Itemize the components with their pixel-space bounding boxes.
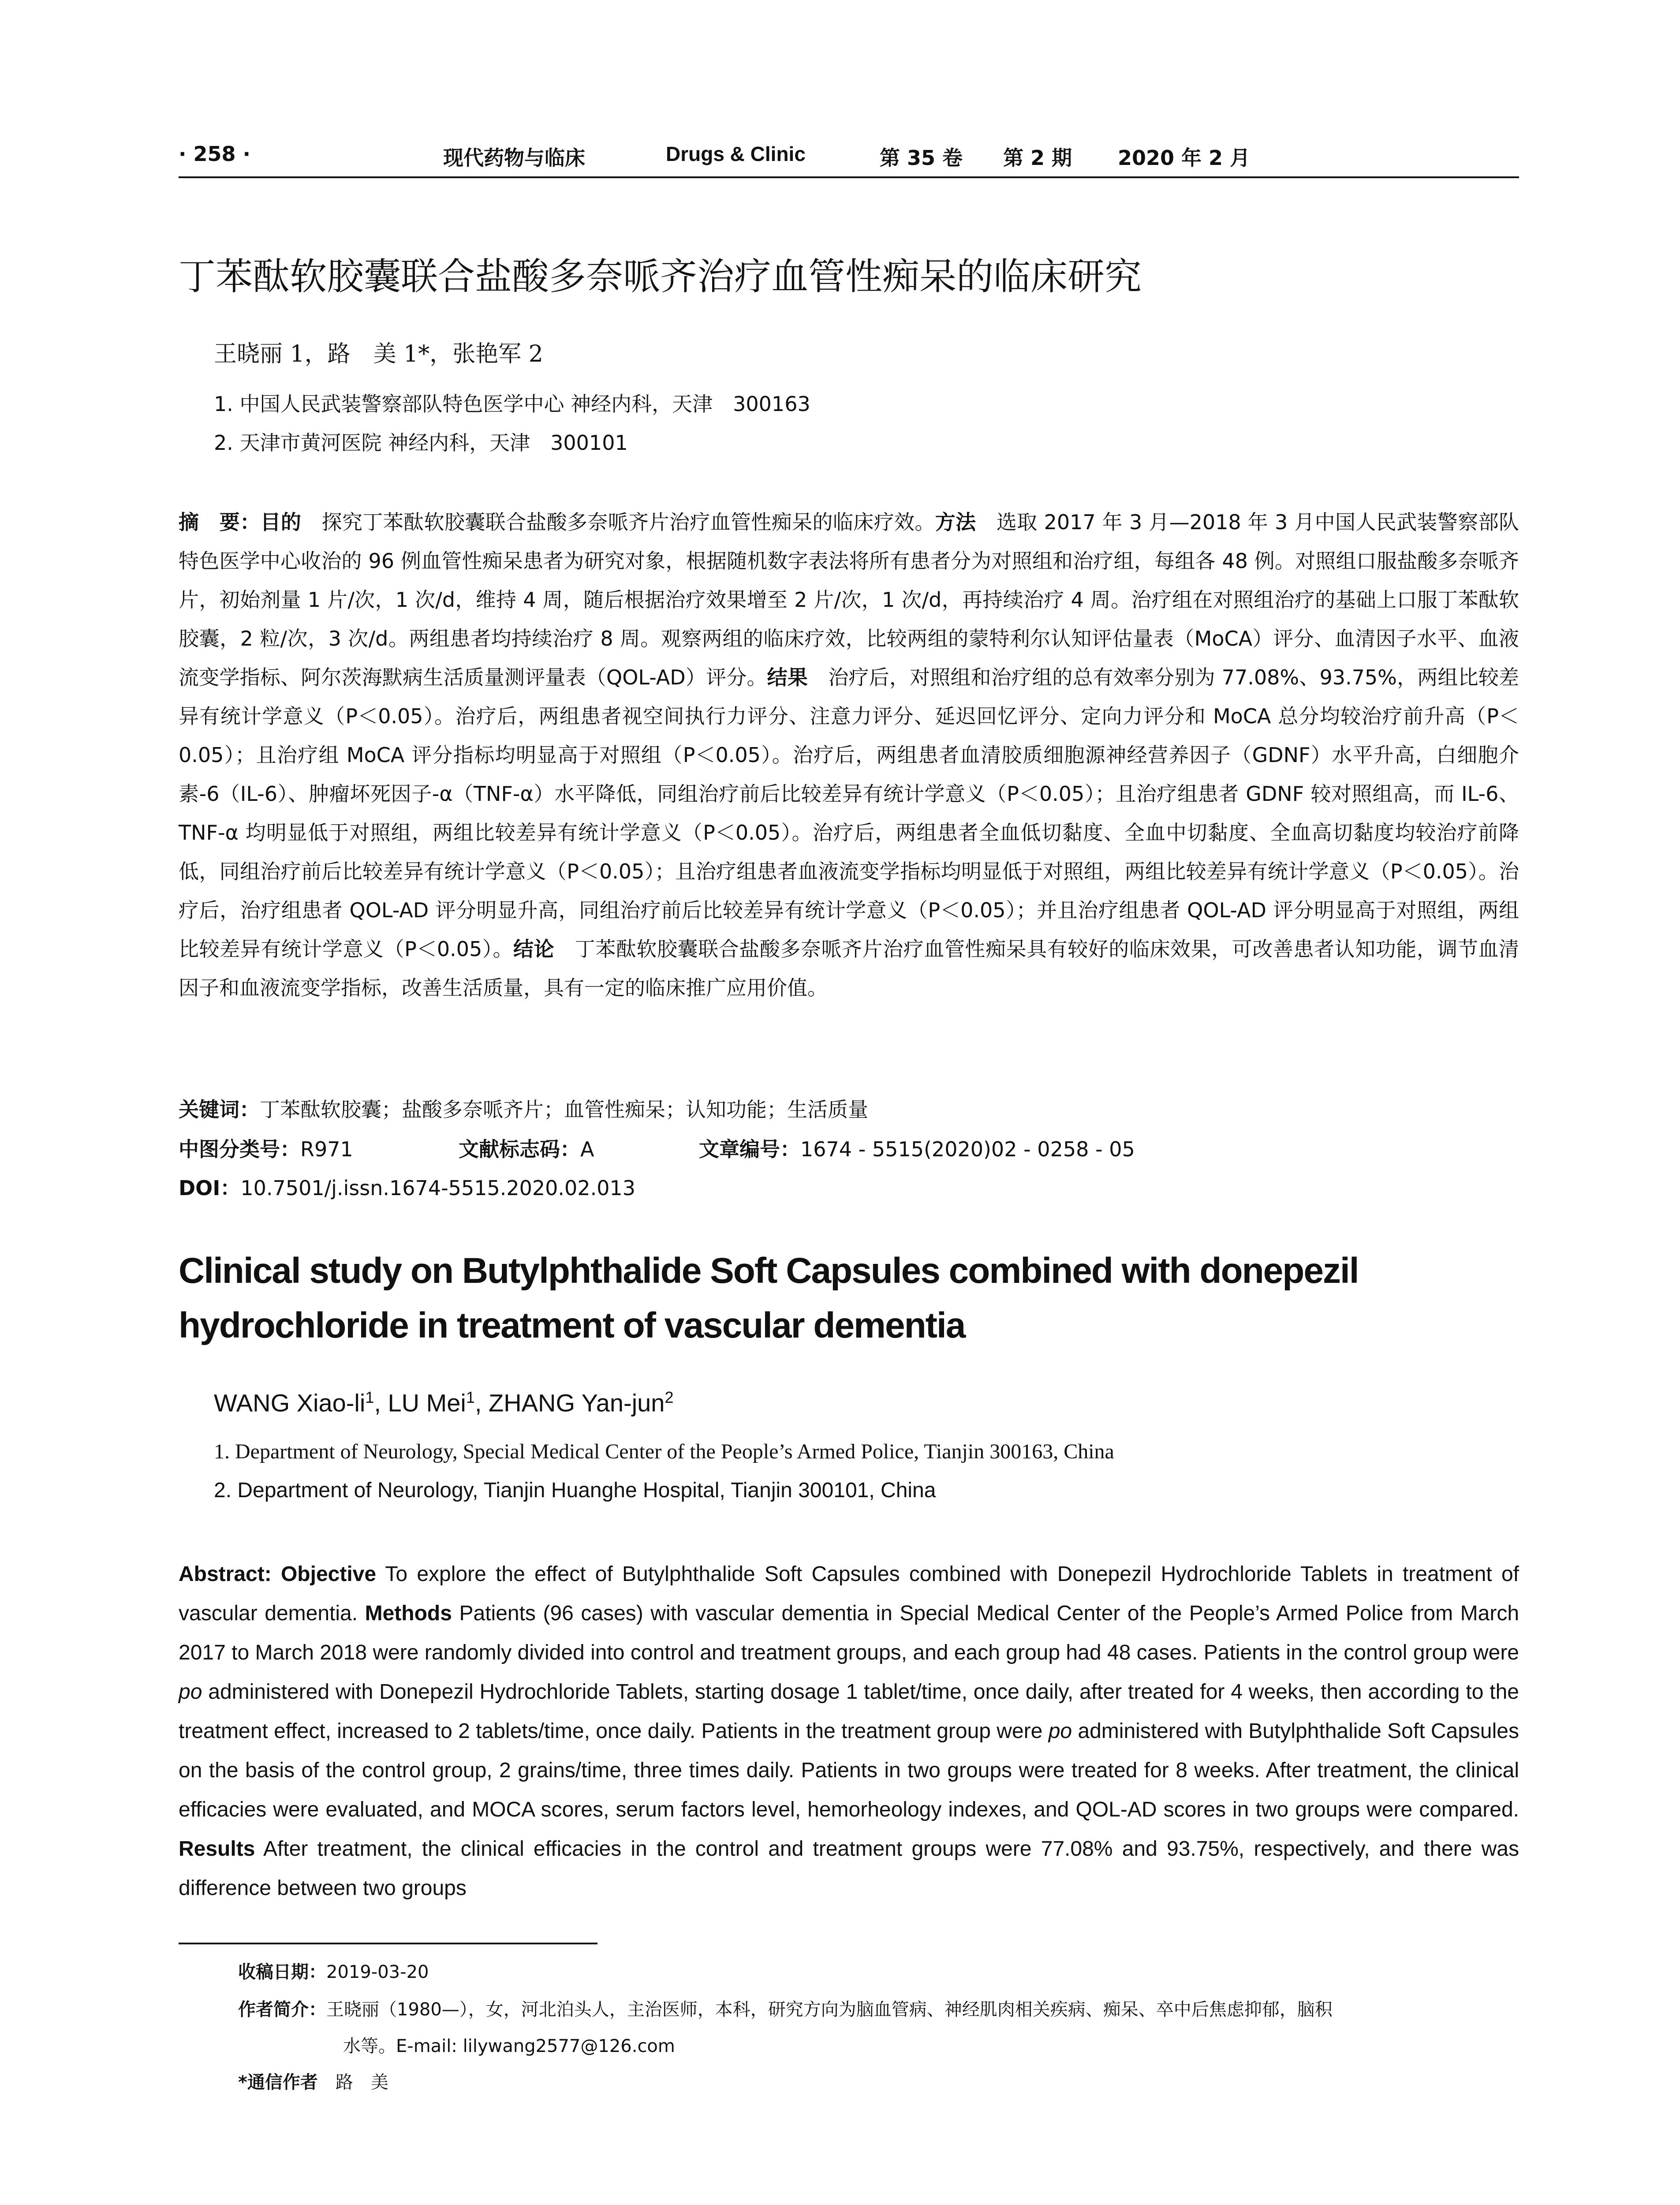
volume: 第 35 卷 bbox=[880, 146, 963, 170]
methods-label-en: Methods bbox=[365, 1602, 452, 1625]
methods-label-cn: 方法 bbox=[935, 510, 976, 534]
article-number bbox=[699, 1133, 1135, 1162]
methods-text-cn: 选取 2017 年 3 月—2018 年 3 月中国人民武装警察部队特色医学中心收治的 96 例血管性痴呆患者为研究对象，根据随机数字表法将所有患者分为对照组和治疗组，每组各 48 例。对照组口服盐酸多奈哌齐片，初始剂量 1 片/次，1 次/d，维持 4 周，随后根据治疗效果增至 2 片/次，1 次/d，再持续治疗 4 周。治疗组在对照组治疗的基础上口服丁苯酞软胶囊，2 粒/次，3 次/d。两组患者均持续治疗 8 周。观察两组的临床疗效，比较两组的蒙特利尔认知评估量表（MoCA）评分、血清因子水平、血液流变学指标、阿尔茨海默病生活质量测评量表（QOL-AD）评分。 bbox=[179, 510, 1519, 689]
journal-name-cn: 现代药物与临床 bbox=[443, 146, 585, 170]
objective-text-en: To explore the effect of Butylphthalide Soft Capsules combined with Donepezil Hydrochloride Tablets in treatment of vascular dementia. bbox=[179, 1562, 1519, 1625]
results-label-cn: 结果 bbox=[767, 665, 808, 689]
header-rule bbox=[179, 176, 1519, 178]
corresponding-value: 路 美 bbox=[317, 2072, 388, 2093]
corresponding-label: *通信作者 bbox=[238, 2072, 318, 2093]
po-term: po bbox=[1048, 1719, 1072, 1743]
keywords-label: 关键词： bbox=[179, 1098, 260, 1121]
document-code bbox=[459, 1133, 594, 1162]
issue: 第 2 期 bbox=[1003, 146, 1072, 170]
article-title-en: Clinical study on Butylphthalide Soft Capsules combined with donepezil hydrochloride in treatment of vascular dementia bbox=[179, 1251, 1359, 1345]
methods-text-en-1: Patients (96 cases) with vascular dementia in Special Medical Center of the People’s Armed Police from March 2017 to March 2018 were randomly divided into control and treatment groups, and each group had 48 cases. Patients in the control group were bbox=[179, 1602, 1519, 1664]
running-header bbox=[179, 142, 1519, 173]
affiliation-en-1: 1. Department of Neurology, Special Medical Center of the People’s Armed Police, Tianjin 300163, China bbox=[214, 1440, 1114, 1463]
footnote-rule bbox=[179, 1943, 597, 1944]
results-text-en: After treatment, the clinical efficacies in the control and treatment groups were 77.08% and 93.75%, respectively, and there was difference between two groups bbox=[179, 1837, 1519, 1900]
corresponding-author bbox=[238, 2068, 388, 2093]
results-text-cn: 治疗后，对照组和治疗组的总有效率分别为 77.08%、93.75%，两组比较差异有统计学意义（P＜0.05）。治疗后，两组患者视空间执行力评分、注意力评分、延迟回忆评分、定向力评分和 MoCA 总分均较治疗前升高（P＜0.05）；且治疗组 MoCA 评分指标均明显高于对照组（P＜0.05）。治疗后，两组患者血清胶质细胞源神经营养因子（GDNF）水平升高，白细胞介素-6（IL-6）、肿瘤坏死因子-α（TNF-α）水平降低，同组治疗前后比较差异有统计学意义（P＜0.05）；且治疗组患者 GDNF 较对照组高，而 IL-6、TNF-α 均明显低于对照组，两组比较差异有统计学意义（P＜0.05）。治疗后，两组患者全血低切黏度、全血中切黏度、全血高切黏度均较治疗前降低，同组治疗前后比较差异有统计学意义（P＜0.05）；且治疗组患者血液流变学指标均明显低于对照组，两组比较差异有统计学意义（P＜0.05）。治疗后，治疗组患者 QOL-AD 评分明显升高，同组治疗前后比较差异有统计学意义（P＜0.05）；并且治疗组患者 QOL-AD 评分明显高于对照组，两组比较差异有统计学意义（P＜0.05）。 bbox=[179, 665, 1519, 961]
objective-label-en: Objective bbox=[280, 1562, 377, 1586]
authors-cn: 王晓丽 1，路 美 1*，张艳军 2 bbox=[214, 341, 543, 367]
affiliation-en-2: 2. Department of Neurology, Tianjin Huanghe Hospital, Tianjin 300101, China bbox=[214, 1479, 936, 1502]
methods-text-en-3: administered with Butylphthalide Soft Capsules on the basis of the control group, 2 grains/time, three times daily. Patients in two groups were treated for 8 weeks. After treatment, the clinical efficacies were evaluated, and MOCA scores, serum factors level, hemorheology indexes, and QOL-AD scores in two groups were compared. bbox=[179, 1719, 1519, 1821]
received-label: 收稿日期： bbox=[238, 1962, 326, 1982]
authors-en: WANG Xiao-$li^1$, LU Mei$^1$, ZHANG Yan-jun$^2$ bbox=[214, 1388, 674, 1417]
keywords-value: 丁苯酞软胶囊；盐酸多奈哌齐片；血管性痴呆；认知功能；生活质量 bbox=[260, 1098, 868, 1121]
abstract-label-cn: 摘 要： bbox=[179, 510, 261, 534]
doi-label: DOI： bbox=[179, 1176, 241, 1200]
page-number: · 258 · bbox=[179, 142, 250, 166]
doi-value: 10.7501/j.issn.1674-5515.2020.02.013 bbox=[240, 1176, 636, 1200]
bio-label: 作者简介： bbox=[238, 1999, 326, 2020]
clc-label: 中图分类号： bbox=[179, 1137, 300, 1161]
received-date bbox=[238, 1958, 429, 1983]
affiliation-cn-1: 1. 中国人民武装警察部队特色医学中心 神经内科，天津 300163 bbox=[214, 392, 810, 416]
keywords-cn bbox=[179, 1094, 868, 1123]
abstract-cn bbox=[179, 503, 1519, 1007]
author-1: WANG Xiao-li bbox=[214, 1389, 366, 1417]
issue-date: 2020 年 2 月 bbox=[1118, 146, 1251, 170]
received-value: 2019-03-20 bbox=[326, 1962, 429, 1982]
article-title-cn: 丁苯酞软胶囊联合盐酸多奈哌齐治疗血管性痴呆的临床研究 bbox=[179, 255, 1142, 298]
article-no-label: 文章编号： bbox=[699, 1137, 800, 1161]
classification-line bbox=[179, 1133, 353, 1162]
journal-name-en: Drugs & Clinic bbox=[666, 142, 806, 165]
abstract-en bbox=[179, 1555, 1519, 1908]
methods-text-en-2: administered with Donepezil Hydrochloride Tablets, starting dosage 1 tablet/time, once daily, after treated for 4 weeks, then according to the treatment effect, increased to 2 tablets/time, once daily. Patients in the treatment group were bbox=[179, 1680, 1519, 1743]
doccode-value: A bbox=[580, 1137, 594, 1161]
po-term: po bbox=[179, 1680, 202, 1704]
author-2: LU Mei bbox=[388, 1389, 466, 1417]
objective-text-cn: 探究丁苯酞软胶囊联合盐酸多奈哌齐片治疗血管性痴呆的临床疗效。 bbox=[301, 510, 935, 534]
doi-line bbox=[179, 1172, 635, 1201]
doccode-label: 文献标志码： bbox=[459, 1137, 580, 1161]
conclusion-text-cn: 丁苯酞软胶囊联合盐酸多奈哌齐片治疗血管性痴呆具有较好的临床效果，可改善患者认知功能，调节血清因子和血液流变学指标，改善生活质量，具有一定的临床推广应用价值。 bbox=[179, 937, 1519, 1000]
article-no-value: 1674 - 5515(2020)02 - 0258 - 05 bbox=[800, 1137, 1135, 1161]
bio-text-1: 王晓丽（1980—），女，河北泊头人，主治医师，本科，研究方向为脑血管病、神经肌肉相关疾病、痴呆、卒中后焦虑抑郁，脑积 bbox=[326, 1999, 1333, 2020]
clc-value: R971 bbox=[300, 1137, 353, 1161]
objective-label-cn: 目的 bbox=[260, 510, 302, 534]
author-3: ZHANG Yan-jun bbox=[489, 1389, 665, 1417]
affiliation-cn-2: 2. 天津市黄河医院 神经内科，天津 300101 bbox=[214, 431, 628, 455]
abstract-label-en: Abstract: bbox=[179, 1562, 272, 1586]
bio-text-2: 水等。E-mail: lilywang2577@126.com bbox=[343, 2036, 675, 2056]
author-bio bbox=[238, 1996, 1333, 2021]
conclusion-label-cn: 结论 bbox=[513, 937, 555, 961]
results-label-en: Results bbox=[179, 1837, 255, 1861]
